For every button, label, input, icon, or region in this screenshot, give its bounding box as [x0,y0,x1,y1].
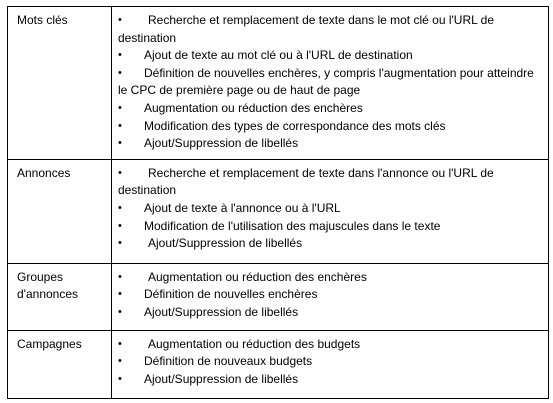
table-row [8,159,549,263]
items-cell [112,7,549,160]
category-cell: Mots clés [8,7,112,160]
bullet-list [118,336,542,389]
bullet-icon: • [118,201,122,214]
bullet-list [118,269,542,322]
bullet-icon: • [118,101,122,114]
list-item-text: Ajout/Suppression de libellés [144,304,299,319]
features-table-container [7,6,549,399]
list-item-text: Recherche et remplacement de texte dans l'annonce ou l'URL de destination [118,165,494,198]
bullet-icon: • [118,337,122,350]
bullet-icon: • [118,137,122,150]
list-item [118,47,542,65]
list-item-text: Définition de nouvelles enchères, y compris l'augmentation pour atteindre le CPC de première page ou de haut de page [118,65,534,98]
list-item-text: Augmentation ou réduction des budgets [148,336,361,351]
list-item [118,235,542,253]
items-cell [112,159,549,263]
bullet-icon: • [118,14,122,26]
bullet-icon: • [118,219,122,232]
list-item-text: Ajout/Suppression de libellés [144,371,299,386]
list-item [118,12,542,47]
list-item-text: Augmentation ou réduction des enchères [148,269,367,284]
bullet-icon: • [118,49,122,62]
list-item [118,371,542,389]
list-item-text: Définition de nouvelles enchères [144,287,318,302]
features-table [7,6,549,399]
list-item [118,65,542,100]
items-cell [112,263,549,330]
list-item [118,336,542,354]
bullet-icon: • [118,237,122,250]
list-item [118,165,542,200]
bullet-icon: • [118,119,122,132]
bullet-icon: • [118,288,122,301]
list-item [118,200,542,218]
bullet-icon: • [118,372,122,385]
list-item [118,118,542,136]
list-item-text: Recherche et remplacement de texte dans le mot clé ou l'URL de destination [118,13,495,45]
bullet-icon: • [118,270,122,283]
table-row [8,263,549,330]
list-item-text: Ajout de texte au mot clé ou à l'URL de destination [144,48,413,63]
bullet-icon: • [118,305,122,318]
items-cell [112,330,549,398]
category-cell: Groupes d'annonces [8,263,112,330]
category-cell: Campagnes [8,330,112,398]
list-item-text: Ajout/Suppression de libellés [144,136,299,151]
list-item [118,269,542,287]
table-row [8,7,549,160]
table-row [8,330,549,398]
list-item-text: Définition de nouveaux budgets [144,354,313,369]
list-item-text: Ajout/Suppression de libellés [148,236,303,251]
list-item-text: Ajout de texte à l'annonce ou à l'URL [144,200,341,215]
bullet-icon: • [118,66,122,79]
list-item-text: Augmentation ou réduction des enchères [144,100,363,115]
list-item-text: Modification des types de correspondance des mots clés [144,118,446,133]
list-item-text: Modification de l'utilisation des majuscules dans le texte [144,218,441,233]
bullet-icon: • [118,166,122,179]
list-item [118,218,542,236]
bullet-list [118,165,542,253]
list-item [118,100,542,118]
bullet-icon: • [118,355,122,368]
list-item [118,286,542,304]
list-item [118,353,542,371]
list-item [118,135,542,153]
category-cell: Annonces [8,159,112,263]
bullet-list [118,12,542,153]
list-item [118,304,542,322]
